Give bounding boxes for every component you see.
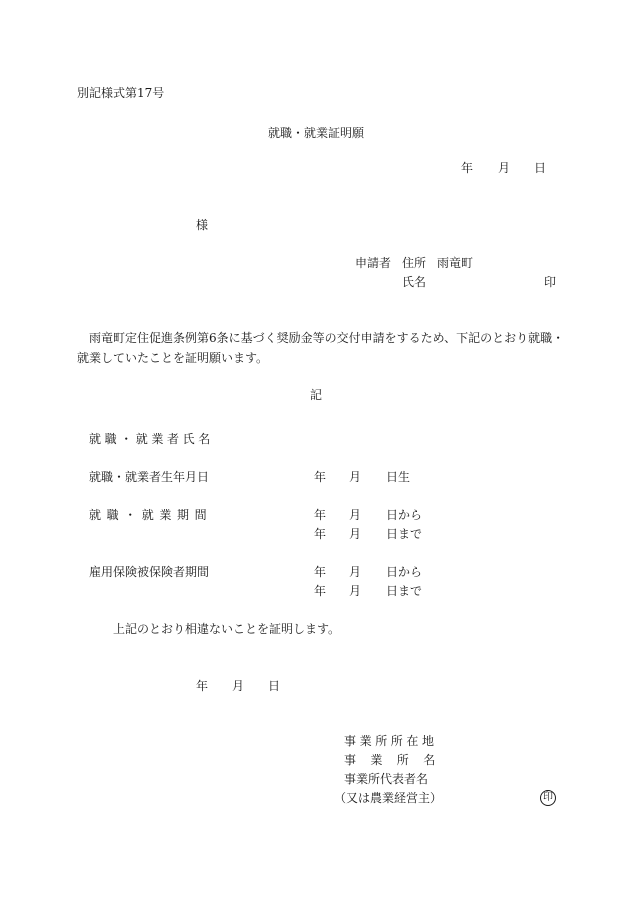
applicant-seal: 印: [544, 275, 557, 289]
period-to-year: 年: [314, 527, 327, 541]
birthdate-year: 年: [314, 470, 327, 484]
employer-seal-icon: 印: [540, 790, 556, 806]
body-paragraph-line1: 雨竜町定住促進条例第6条に基づく奨励金等の交付申請をするため、下記のとおり就職・: [89, 331, 565, 345]
form-number: 別記様式第17号: [77, 86, 165, 100]
field-insurance-label: 雇用保険被保険者期間: [89, 565, 210, 579]
field-birthdate-label: 就職・就業者生年月日: [89, 470, 210, 484]
period-from-month: 月: [349, 508, 362, 522]
date-top-year: 年: [461, 161, 474, 175]
date-bottom-month: 月: [232, 679, 245, 693]
period-from-year: 年: [314, 508, 327, 522]
insurance-from-day: 日から: [386, 565, 423, 579]
field-period-label: 就職・就業期間: [89, 508, 213, 522]
applicant-address-label: 住所: [402, 256, 427, 270]
applicant-address-value: 雨竜町: [437, 256, 474, 270]
period-to-month: 月: [349, 527, 362, 541]
body-paragraph-line2: 就業していたことを証明願います。: [77, 351, 269, 365]
applicant-name-label: 氏名: [402, 275, 427, 289]
insurance-to-day: 日まで: [386, 584, 423, 598]
date-top-month: 月: [498, 161, 511, 175]
date-bottom-day: 日: [268, 679, 281, 693]
certification-text: 上記のとおり相違ないことを証明します。: [113, 622, 341, 636]
period-from-day: 日から: [386, 508, 423, 522]
birthdate-day: 日生: [386, 470, 411, 484]
field-name-label: 就職・就業者氏名: [89, 432, 214, 446]
insurance-to-year: 年: [314, 584, 327, 598]
employer-representative-label: 事業所代表者名: [344, 772, 429, 786]
birthdate-month: 月: [349, 470, 362, 484]
date-top-day: 日: [534, 161, 547, 175]
employer-address-label: 事業所所在地: [344, 734, 438, 748]
insurance-to-month: 月: [349, 584, 362, 598]
insurance-from-year: 年: [314, 565, 327, 579]
ki-heading: 記: [310, 388, 323, 402]
insurance-from-month: 月: [349, 565, 362, 579]
applicant-label: 申請者: [355, 256, 392, 270]
addressee-honorific: 様: [196, 218, 209, 232]
employer-farm-note: （又は農業経営主）: [334, 791, 443, 805]
date-bottom-year: 年: [196, 679, 209, 693]
period-to-day: 日まで: [386, 527, 423, 541]
employer-name-label: 事業所名: [344, 753, 450, 767]
document-title: 就職・就業証明願: [268, 126, 365, 140]
